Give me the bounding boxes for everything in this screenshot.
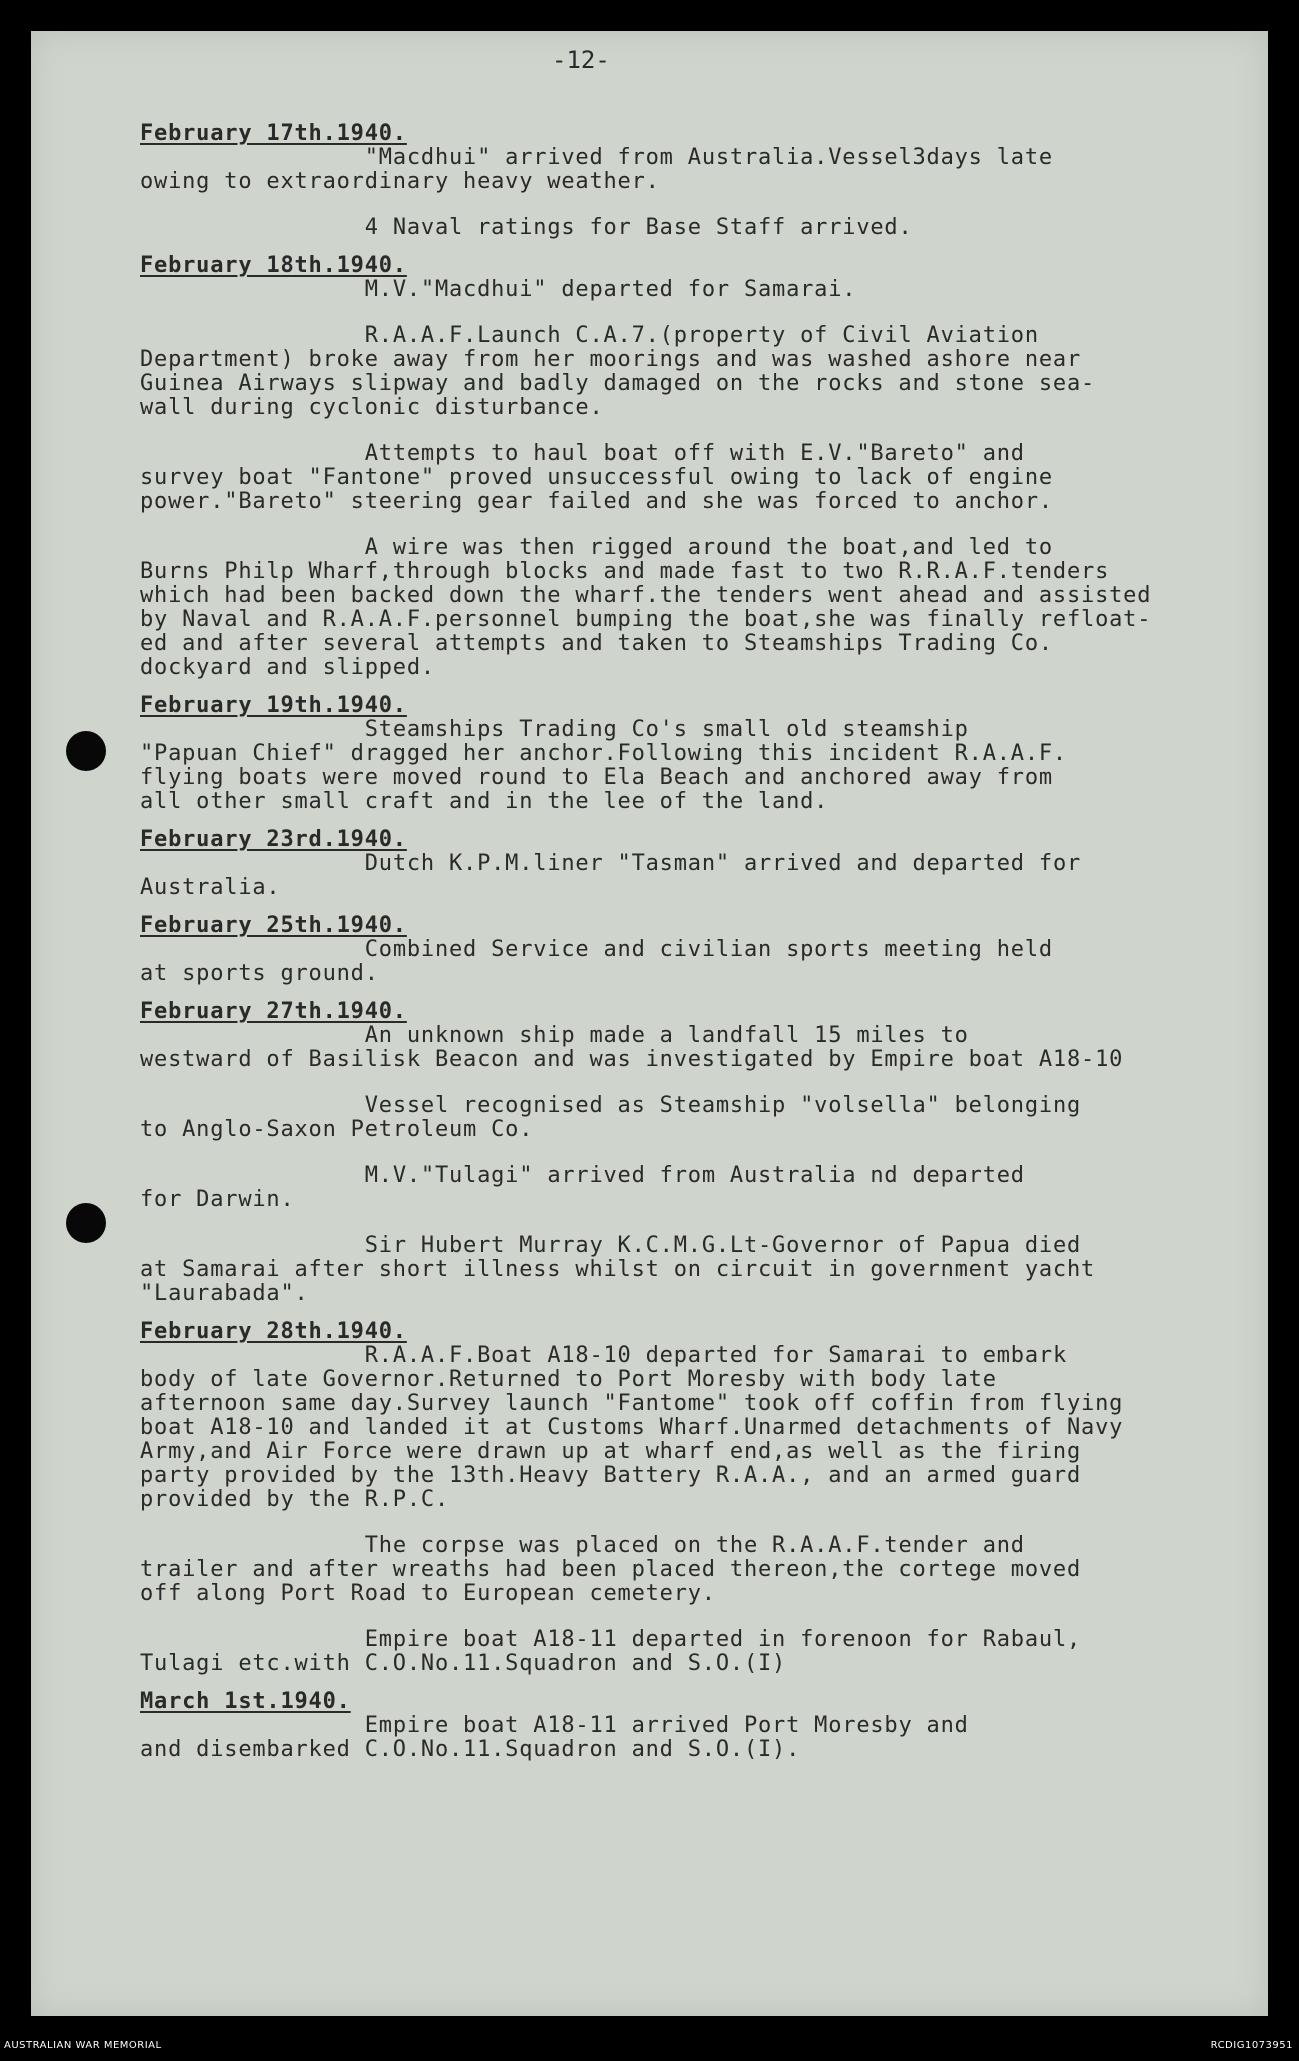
log-entry xyxy=(140,122,1260,240)
entry-date: February 25th.1940. xyxy=(140,913,407,938)
entry-paragraph: The corpse was placed on the R.A.A.F.tender and trailer and after wreaths had been placed thereon,the cortege moved off along Port Road to European cemetery. xyxy=(140,1533,1082,1606)
log-entry xyxy=(140,1320,1260,1676)
entry-date: February 17th.1940. xyxy=(140,121,407,146)
log-entries xyxy=(140,122,1260,1762)
log-entry xyxy=(140,828,1260,900)
entry-paragraph: Combined Service and civilian sports meeting held at sports ground. xyxy=(140,937,1053,986)
entry-date: February 23rd.1940. xyxy=(140,827,407,852)
entry-paragraph: An unknown ship made a landfall 15 miles to westward of Basilisk Beacon and was investigated by Empire boat A18-10 xyxy=(140,1023,1124,1072)
punch-hole xyxy=(66,1203,106,1243)
entry-date: February 27th.1940. xyxy=(140,999,407,1024)
log-entry xyxy=(140,254,1260,680)
entry-paragraph: 4 Naval ratings for Base Staff arrived. xyxy=(140,215,913,240)
entry-paragraph: A wire was then rigged around the boat,and led to Burns Philp Wharf,through blocks and made fast to two R.R.A.F.tenders which had been backed down the wharf.the tenders went ahead and assisted by Naval and R.A.A.F.personnel bumping the boat,she was finally refloat- ed and after several attempts and taken to Steamships Trading Co. dockyard and slipped. xyxy=(140,535,1152,680)
page-number: -12- xyxy=(552,46,610,74)
entry-date: February 19th.1940. xyxy=(140,693,407,718)
entry-paragraph: M.V."Tulagi" arrived from Australia nd departed for Darwin. xyxy=(140,1163,1025,1212)
log-entry xyxy=(140,694,1260,814)
entry-paragraph: Empire boat A18-11 departed in forenoon for Rabaul, Tulagi etc.with C.O.No.11.Squadron and S.O.(I) xyxy=(140,1627,1082,1676)
entry-paragraph: R.A.A.F.Launch C.A.7.(property of Civil Aviation Department) broke away from her moorings and was washed ashore near Guinea Airways slipway and badly damaged on the rocks and stone sea- wall during cyclonic disturbance. xyxy=(140,323,1096,420)
footer-archive-name: AUSTRALIAN WAR MEMORIAL xyxy=(4,2040,162,2051)
entry-paragraph: Steamships Trading Co's small old steamship "Papuan Chief" dragged her anchor.Following this incident R.A.A.F. flying boats were moved round to Ela Beach and anchored away from all other small craft and in the lee of the land. xyxy=(140,717,1067,814)
log-entry xyxy=(140,1690,1260,1762)
log-entry xyxy=(140,1000,1260,1306)
entry-date: February 18th.1940. xyxy=(140,253,407,278)
punch-hole xyxy=(66,731,106,771)
entry-paragraph: M.V."Macdhui" departed for Samarai. xyxy=(140,277,857,302)
entry-paragraph: "Macdhui" arrived from Australia.Vessel3days late owing to extraordinary heavy weather. xyxy=(140,145,1053,194)
entry-date: March 1st.1940. xyxy=(140,1689,351,1714)
log-entry xyxy=(140,914,1260,986)
entry-paragraph: Sir Hubert Murray K.C.M.G.Lt-Governor of Papua died at Samarai after short illness whilst on circuit in government yacht "Laurabada". xyxy=(140,1233,1096,1306)
entry-paragraph: Attempts to haul boat off with E.V."Bareto" and survey boat "Fantone" proved unsuccessful owing to lack of engine power."Bareto" steering gear failed and she was forced to anchor. xyxy=(140,441,1053,514)
entry-date: February 28th.1940. xyxy=(140,1319,407,1344)
footer-record-id: RCDIG1073951 xyxy=(1210,2040,1293,2051)
entry-paragraph: Vessel recognised as Steamship "volsella" belonging to Anglo-Saxon Petroleum Co. xyxy=(140,1093,1082,1142)
entry-paragraph: Dutch K.P.M.liner "Tasman" arrived and departed for Australia. xyxy=(140,851,1082,900)
entry-paragraph: Empire boat A18-11 arrived Port Moresby and and disembarked C.O.No.11.Squadron and S.O.(I). xyxy=(140,1713,969,1762)
entry-paragraph: R.A.A.F.Boat A18-10 departed for Samarai to embark body of late Governor.Returned to Port Moresby with body late afternoon same day.Survey launch "Fantome" took off coffin from flying boat A18-10 and landed it at Customs Wharf.Unarmed detachments of Navy Army,and Air Force were drawn up at wharf end,as well as the firing party provided by the 13th.Heavy Battery R.A.A., and an armed guard provided by the R.P.C. xyxy=(140,1343,1124,1512)
